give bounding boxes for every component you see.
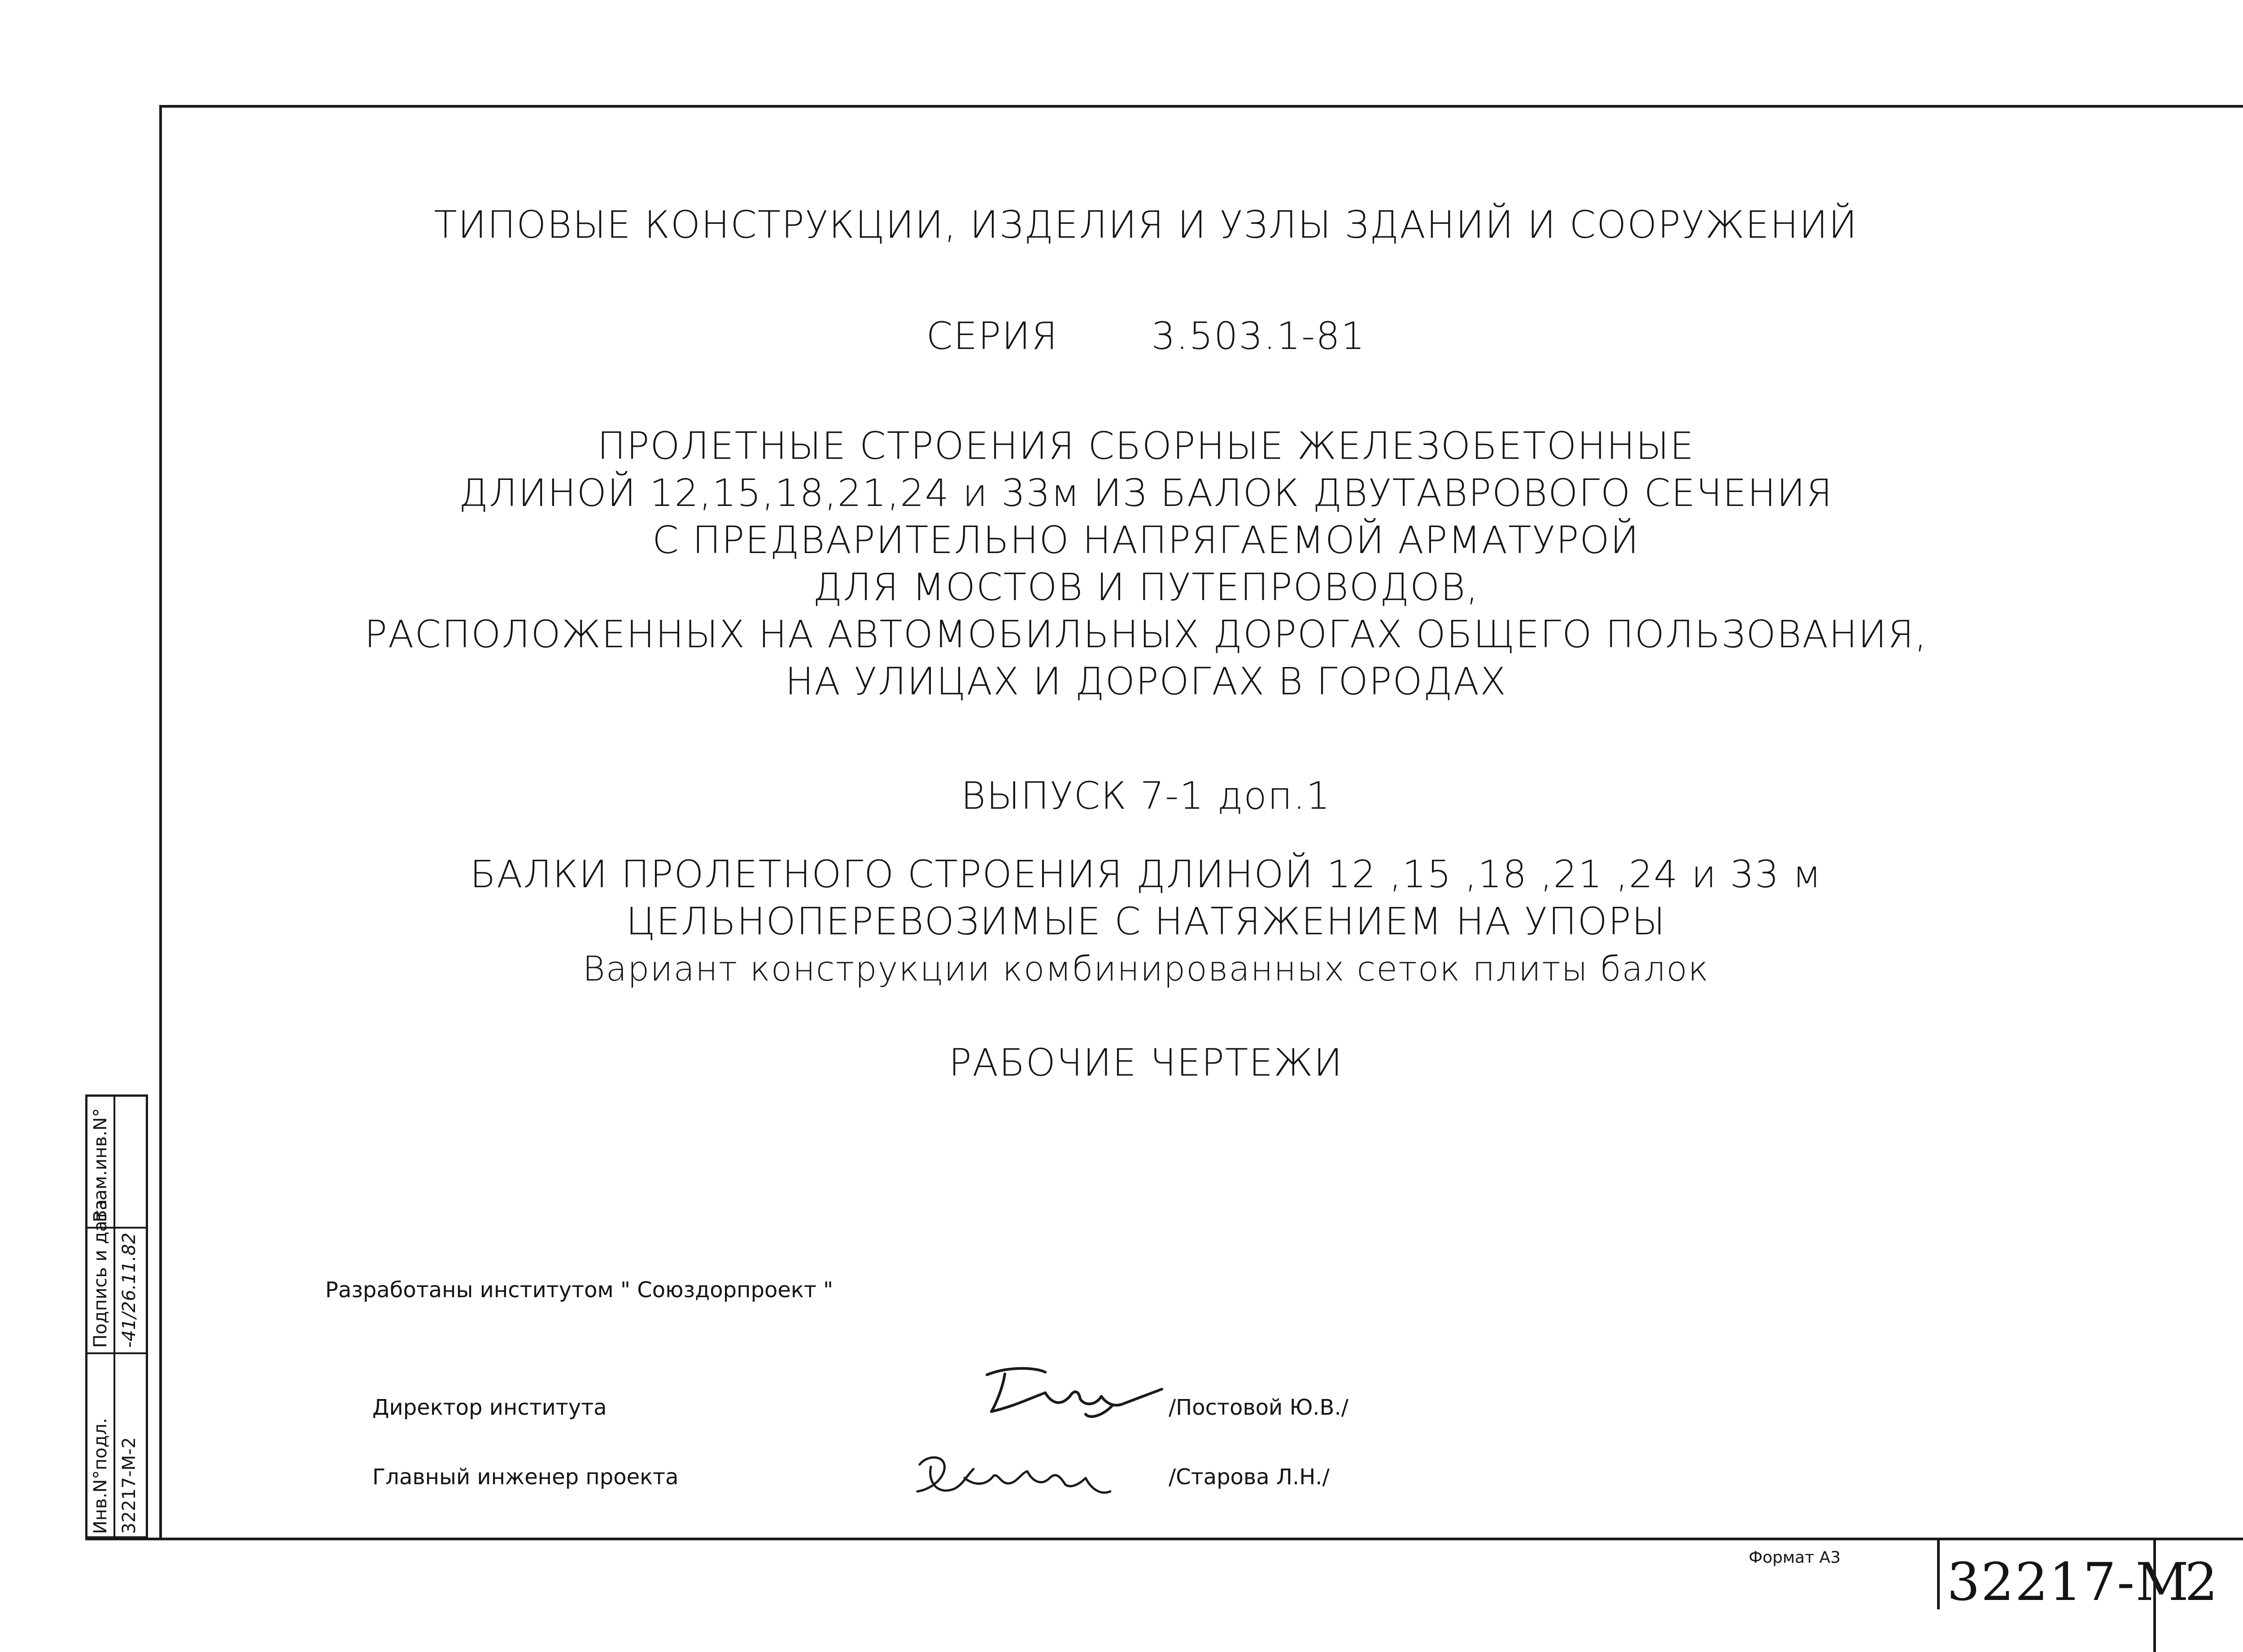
side-stamp-row-divider-2 bbox=[85, 1352, 148, 1354]
developed-by: Разработаны институтом " Союздорпроект " bbox=[325, 1277, 833, 1303]
chief-engineer-signature bbox=[906, 1447, 1117, 1505]
subject-line-6: НА УЛИЦАХ И ДОРОГАХ В ГОРОДАХ bbox=[785, 659, 1507, 703]
subject-line-3: С ПРЕДВАРИТЕЛЬНО НАПРЯГАЕМОЙ АРМАТУРОЙ bbox=[652, 518, 1640, 562]
chief-engineer-role: Главный инженер проекта bbox=[372, 1465, 679, 1490]
frame-top-border bbox=[159, 105, 2243, 108]
director-name: /Постовой Ю.В./ bbox=[1169, 1395, 1348, 1420]
inv-label: Инв.N°подл. bbox=[90, 1418, 111, 1534]
inv-value: 32217-М-2 bbox=[119, 1437, 140, 1534]
drawing-type: РАБОЧИЕ ЧЕРТЕЖИ bbox=[948, 1041, 1344, 1085]
subject-line-1: ПРОЛЕТНЫЕ СТРОЕНИЯ СБОРНЫЕ ЖЕЛЕЗОБЕТОННЫЕ bbox=[597, 424, 1695, 468]
side-stamp-divider bbox=[113, 1094, 115, 1539]
frame-bottom-border bbox=[85, 1538, 2243, 1540]
director-role: Директор института bbox=[372, 1395, 607, 1420]
beams-line-2: ЦЕЛЬНОПЕРЕВОЗИМЫЕ С НАТЯЖЕНИЕМ НА УПОРЫ bbox=[626, 899, 1666, 943]
title-block-divider-left bbox=[1937, 1538, 1940, 1609]
format-label: Формат А3 bbox=[1749, 1548, 1841, 1567]
chief-engineer-name: /Старова Л.Н./ bbox=[1169, 1465, 1330, 1490]
subject-line-4: ДЛЯ МОСТОВ И ПУТЕПРОВОДОВ, bbox=[813, 565, 1479, 609]
beams-line-1: БАЛКИ ПРОЛЕТНОГО СТРОЕНИЯ ДЛИНОЙ 12 ,15 ,18 ,21 ,24 и 33 м bbox=[470, 852, 1822, 896]
director-signature bbox=[978, 1361, 1166, 1424]
series-number: 3.503.1-81 bbox=[1151, 314, 1366, 358]
sign-label: Подпись и дата bbox=[90, 1199, 111, 1348]
issue-line: ВЫПУСК 7-1 доп.1 bbox=[961, 774, 1331, 818]
sign-value: -41/26.11.82 bbox=[119, 1233, 140, 1348]
document-code: 32217-М bbox=[1947, 1552, 2190, 1613]
subject-line-5: РАСПОЛОЖЕННЫХ НА АВТОМОБИЛЬНЫХ ДОРОГАХ ОБЩЕГО ПОЛЬЗОВАНИЯ, bbox=[364, 612, 1928, 656]
sheet-number: 2 bbox=[2185, 1552, 2218, 1613]
header-title: ТИПОВЫЕ КОНСТРУКЦИИ, ИЗДЕЛИЯ И УЗЛЫ ЗДАНИЙ И СООРУЖЕНИЙ bbox=[434, 203, 1858, 247]
beams-line-3: Вариант конструкции комбинированных сеток плиты балок bbox=[582, 949, 1710, 989]
subject-line-2: ДЛИНОЙ 12,15,18,21,24 и 33м ИЗ БАЛОК ДВУТАВРОВОГО СЕЧЕНИЯ bbox=[458, 471, 1833, 515]
series-label: СЕРИЯ bbox=[926, 314, 1058, 358]
replace-label: Взам.инв.N° bbox=[90, 1108, 111, 1222]
title-block-divider-right bbox=[2153, 1538, 2156, 1652]
series-line bbox=[0, 314, 2243, 358]
